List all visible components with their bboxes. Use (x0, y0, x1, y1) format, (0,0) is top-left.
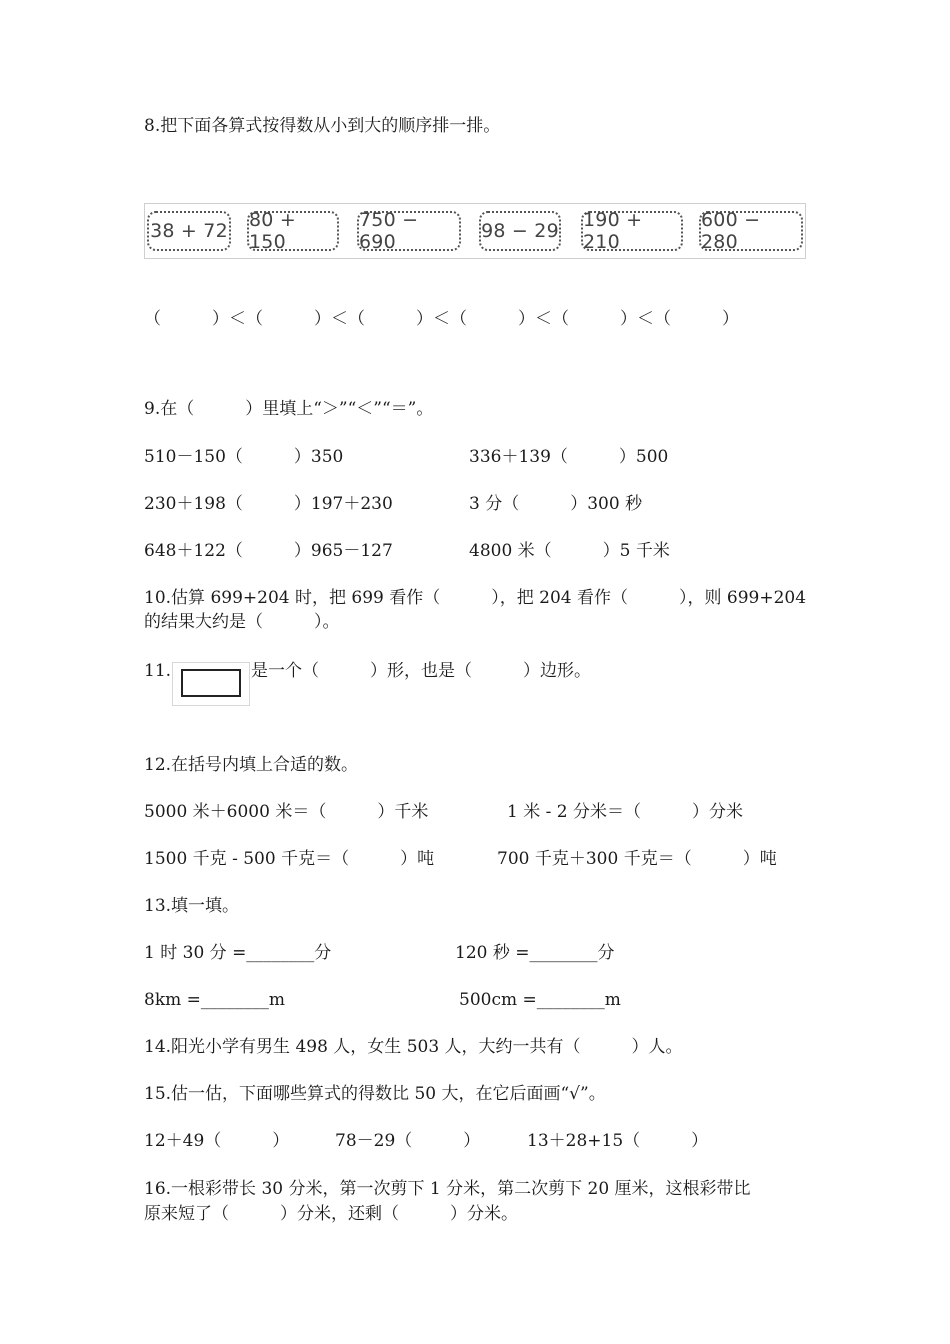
q9-item: 3 分（ ）300 秒 (469, 494, 643, 514)
expression-card: 190 + 210 (581, 211, 683, 251)
q11-label: 11. (144, 661, 172, 681)
q12-item: 1 米 - 2 分米＝（ ）分米 (507, 802, 743, 822)
expression-card: 600 − 280 (699, 211, 803, 251)
rectangle-shape (181, 669, 241, 697)
expression-card: 80 + 150 (247, 211, 339, 251)
q13-item: 1 时 30 分 =________分 (144, 943, 332, 963)
expression-card: 98 − 29 (479, 211, 561, 251)
q11-text: 是一个（ ）形，也是（ ）边形。 (251, 661, 591, 681)
q12-item: 700 千克＋300 千克＝（ ）吨 (497, 849, 777, 869)
expression-card: 38 + 72 (147, 211, 231, 251)
q15-item: 78－29（ ） (335, 1131, 481, 1151)
q16-line1: 16.一根彩带长 30 分米，第一次剪下 1 分米，第二次剪下 20 厘米，这根彩带比 (144, 1179, 751, 1199)
q13-item: 500cm =________m (459, 990, 621, 1010)
q14-text: 14.阳光小学有男生 498 人，女生 503 人，大约一共有（ ）人。 (144, 1037, 683, 1057)
q13-title: 13.填一填。 (144, 896, 240, 916)
q9-item: 648＋122（ ）965－127 (144, 541, 393, 561)
q10-line2: 的结果大约是（ ）。 (144, 612, 340, 632)
q9-item: 4800 米（ ）5 千米 (469, 541, 670, 561)
q16-line2: 原来短了（ ）分米，还剩（ ）分米。 (144, 1204, 518, 1224)
q15-item: 12＋49（ ） (144, 1131, 290, 1151)
q9-item: 230＋198（ ）197＋230 (144, 494, 393, 514)
expression-strip (144, 203, 806, 259)
q8-answer-line: （ ）＜（ ）＜（ ）＜（ ）＜（ ）＜（ ） (144, 309, 739, 329)
q9-item: 510－150（ ）350 (144, 447, 344, 467)
q8-title: 8.把下面各算式按得数从小到大的顺序排一排。 (144, 116, 501, 136)
q15-title: 15.估一估，下面哪些算式的得数比 50 大，在它后面画“√”。 (144, 1084, 606, 1104)
q12-item: 5000 米＋6000 米＝（ ）千米 (144, 802, 429, 822)
q15-item: 13＋28+15（ ） (527, 1131, 709, 1151)
q9-title: 9.在（ ）里填上“＞”“＜”“＝”。 (144, 399, 434, 419)
expression-card: 750 − 690 (357, 211, 461, 251)
rectangle-figure (172, 662, 250, 706)
q13-item: 8km =________m (144, 990, 286, 1010)
q10-line1: 10.估算 699+204 时，把 699 看作（ ），把 204 看作（ ），则 699+204 (144, 588, 807, 608)
q9-item: 336＋139（ ）500 (469, 447, 669, 467)
q13-item: 120 秒 =________分 (455, 943, 615, 963)
q12-title: 12.在括号内填上合适的数。 (144, 755, 359, 775)
q12-item: 1500 千克 - 500 千克＝（ ）吨 (144, 849, 435, 869)
